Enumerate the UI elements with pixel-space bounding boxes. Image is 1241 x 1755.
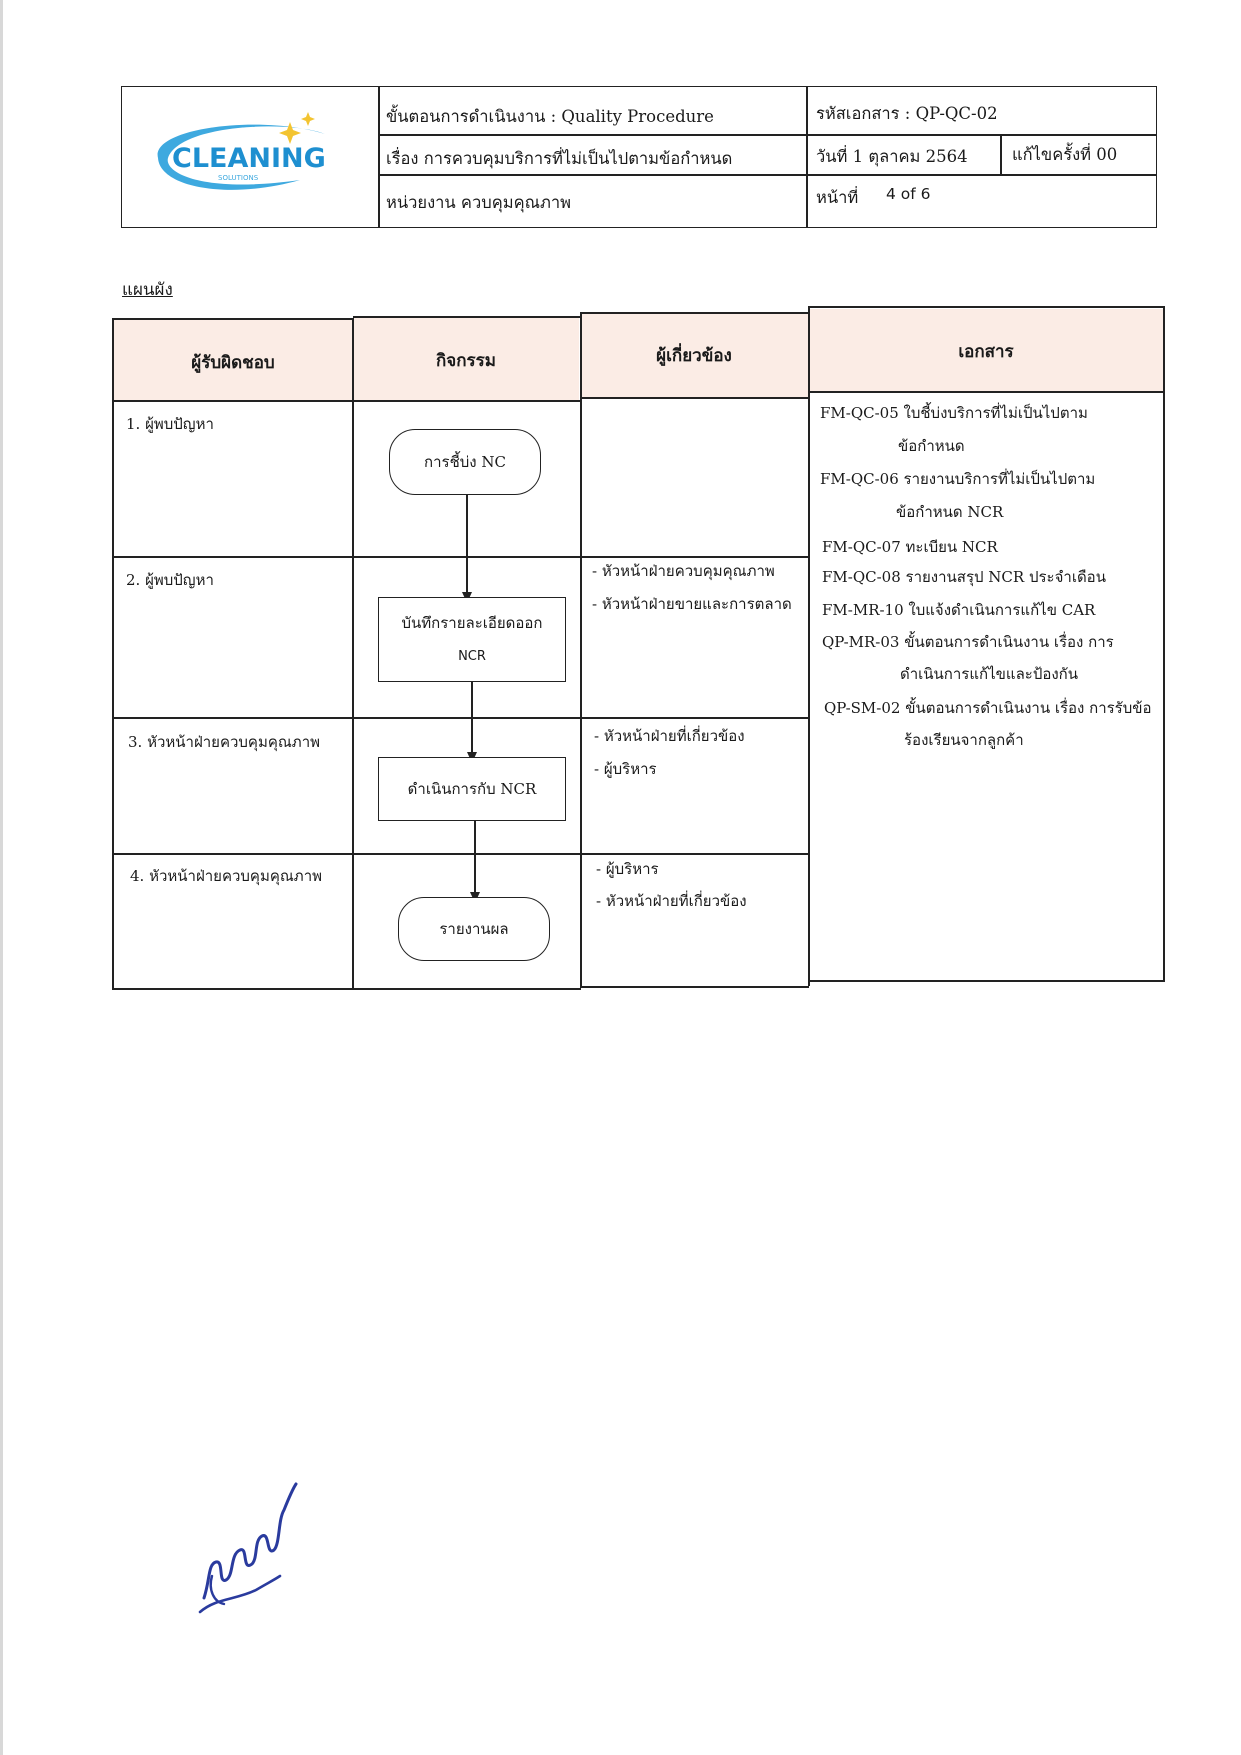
section-title: แผนผัง <box>122 280 173 300</box>
logo-swoosh-icon <box>140 110 340 200</box>
row-2-related-1: - หัวหน้าฝ่ายควบคุมคุณภาพ <box>592 562 775 580</box>
handwritten-signature <box>196 1480 306 1620</box>
column-header-activity: กิจกรรม <box>435 351 496 371</box>
procedure-unit: หน่วยงาน ควบคุมคุณภาพ <box>386 193 571 212</box>
document-item: ร้องเรียนจากลูกค้า <box>904 731 1024 749</box>
column-header-related: ผู้เกี่ยวข้อง <box>656 346 732 366</box>
document-item: FM-QC-06 รายงานบริการที่ไม่เป็นไปตาม <box>820 470 1096 488</box>
flow-start-identify-nc: การชี้บ่ง NC <box>389 429 541 495</box>
document-item: QP-MR-03 ขั้นตอนการดำเนินงาน เรื่อง การ <box>822 633 1114 651</box>
row-2-related-2: - หัวหน้าฝ่ายขายและการตลาด <box>592 595 792 613</box>
document-date: วันที่ 1 ตุลาคม 2564 <box>816 147 968 166</box>
document-item: FM-QC-08 รายงานสรุป NCR ประจำเดือน <box>822 568 1106 586</box>
row-3-related-1: - หัวหน้าฝ่ายที่เกี่ยวข้อง <box>594 727 745 745</box>
logo-text: CLEANING <box>172 143 326 174</box>
document-item: ข้อกำหนด <box>898 437 965 455</box>
document-item: FM-MR-10 ใบแจ้งดำเนินการแก้ไข CAR <box>822 601 1096 619</box>
document-item: QP-SM-02 ขั้นตอนการดำเนินงาน เรื่อง การรับข้อ <box>824 699 1152 717</box>
signature-icon <box>196 1480 306 1620</box>
flow-step-record-ncr: บันทึกรายละเอียดออก NCR <box>378 597 566 682</box>
row-2-responsible: 2. ผู้พบปัญหา <box>126 571 214 589</box>
column-header-responsible: ผู้รับผิดชอบ <box>191 353 275 373</box>
flow-step-handle-ncr: ดำเนินการกับ NCR <box>378 757 566 821</box>
page-number: 4 of 6 <box>886 185 931 203</box>
document-code: รหัสเอกสาร : QP-QC-02 <box>816 104 998 123</box>
document-item: ข้อกำหนด NCR <box>896 503 1004 521</box>
column-header-documents: เอกสาร <box>958 342 1014 362</box>
procedure-subject: เรื่อง การควบคุมบริการที่ไม่เป็นไปตามข้อกำหนด <box>386 149 733 168</box>
company-logo <box>140 110 340 200</box>
flow-end-report: รายงานผล <box>398 897 550 961</box>
row-4-related-2: - หัวหน้าฝ่ายที่เกี่ยวข้อง <box>596 892 747 910</box>
procedure-title: ขั้นตอนการดำเนินงาน : Quality Procedure <box>386 107 714 126</box>
row-1-responsible: 1. ผู้พบปัญหา <box>126 415 214 433</box>
scan-edge <box>0 0 3 1755</box>
document-item: FM-QC-05 ใบชี้บ่งบริการที่ไม่เป็นไปตาม <box>820 404 1088 422</box>
document-item: FM-QC-07 ทะเบียน NCR <box>822 538 998 556</box>
logo-subtext: SOLUTIONS <box>218 174 259 182</box>
page-label: หน้าที่ <box>816 188 859 207</box>
revision-number: แก้ไขครั้งที่ 00 <box>1012 145 1118 164</box>
row-4-related-1: - ผู้บริหาร <box>596 860 659 878</box>
row-3-responsible: 3. หัวหน้าฝ่ายควบคุมคุณภาพ <box>128 733 321 751</box>
document-item: ดำเนินการแก้ไขและป้องกัน <box>900 665 1079 683</box>
row-4-responsible: 4. หัวหน้าฝ่ายควบคุมคุณภาพ <box>130 867 323 885</box>
row-3-related-2: - ผู้บริหาร <box>594 760 657 778</box>
